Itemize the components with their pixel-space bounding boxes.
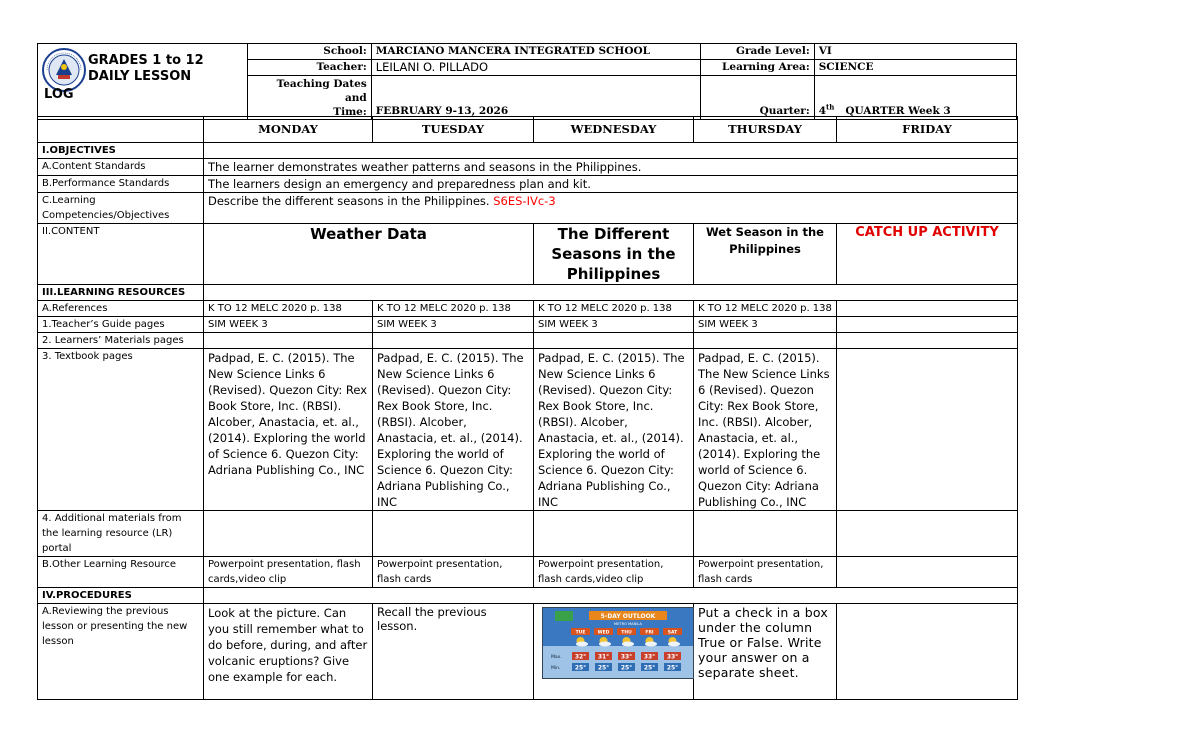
cloud-icon <box>599 642 611 647</box>
area-value: SCIENCE <box>814 60 1016 76</box>
resources-label: III.LEARNING RESOURCES <box>38 285 204 301</box>
references-thu: K TO 12 MELC 2020 p. 138 <box>694 301 837 317</box>
content-label: II.CONTENT <box>38 224 204 285</box>
min-temp: 25° <box>666 664 679 672</box>
additional-label: 4. Additional materials from the learning resource (LR) portal <box>38 511 204 557</box>
quarter-number: 4 <box>818 105 827 117</box>
competencies-label <box>38 193 204 224</box>
procedures-label: IV.PROCEDURES <box>38 588 204 604</box>
max-temp: 31° <box>597 653 610 661</box>
resources-empty <box>204 285 1018 301</box>
max-temp: 33° <box>620 653 633 661</box>
quarter-label: Quarter: <box>701 76 814 120</box>
additional-tue <box>373 511 534 557</box>
grade-value: VI <box>814 44 1016 60</box>
day-friday: FRIDAY <box>837 117 1018 143</box>
outlook-title: 5-DAY OUTLOOK <box>600 613 656 620</box>
school-label: School: <box>248 44 371 60</box>
other-label: B.Other Learning Resource <box>38 557 204 588</box>
max-temp: 33° <box>666 653 679 661</box>
objectives-label: I.OBJECTIVES <box>38 143 204 159</box>
review-fri <box>837 604 1018 700</box>
performance-label: B.Performance Standards <box>38 176 204 193</box>
quarter-value <box>814 76 1016 120</box>
teacher-value: LEILANI O. PILLADO <box>371 60 701 76</box>
day-wednesday: WEDNESDAY <box>534 117 694 143</box>
day-thursday: THURSDAY <box>694 117 837 143</box>
school-value: MARCIANO MANCERA INTEGRATED SCHOOL <box>371 44 701 60</box>
min-temp: 25° <box>597 664 610 672</box>
outlook-day-label: FRI <box>645 630 654 636</box>
other-thu: Powerpoint presentation, flash cards <box>694 557 837 588</box>
references-label: A.References <box>38 301 204 317</box>
lm-mon <box>204 333 373 349</box>
tg-tue: SIM WEEK 3 <box>373 317 534 333</box>
teacher-label: Teacher: <box>248 60 371 76</box>
review-tue: Recall the previous lesson. <box>373 604 534 700</box>
lesson-log-table <box>37 116 1018 700</box>
max-label: Max. <box>551 655 562 660</box>
cloud-icon <box>645 642 657 647</box>
content-standards-value: The learner demonstrates weather patterns and seasons in the Philippines. <box>204 159 1018 176</box>
references-mon: K TO 12 MELC 2020 p. 138 <box>204 301 373 317</box>
outlook-day-label: THU <box>621 630 632 636</box>
day-tuesday: TUESDAY <box>373 117 534 143</box>
pagasa-logo-mark <box>555 611 573 621</box>
dates-label <box>248 76 371 120</box>
content-fri: CATCH UP ACTIVITY <box>837 224 1018 285</box>
performance-value: The learners design an emergency and preparedness plan and kit. <box>204 176 1018 193</box>
review-thu: Put a check in a box under the column True or False. Write your answer on a separate sheet. <box>694 604 837 700</box>
procedures-empty <box>204 588 1018 604</box>
lm-label: 2. Learners’ Materials pages <box>38 333 204 349</box>
additional-thu <box>694 511 837 557</box>
textbook-mon: Padpad, E. C. (2015). The New Science Links 6 (Revised). Quezon City: Rex Book Store, Inc. (RBSI). Alcober, Anastacia, et. al., (2014). Exploring the world of Science 6. Quezon City: Adriana Publishing Co., INC <box>204 349 373 511</box>
additional-wed <box>534 511 694 557</box>
dll-title-line3: LOG <box>44 87 74 102</box>
references-fri <box>837 301 1018 317</box>
tg-mon: SIM WEEK 3 <box>204 317 373 333</box>
content-standards-label: A.Content Standards <box>38 159 204 176</box>
dll-title <box>88 53 204 85</box>
lm-fri <box>837 333 1018 349</box>
min-temp: 25° <box>574 664 587 672</box>
dates-label-line2: Time: <box>333 106 367 118</box>
competencies-label-line1: C.Learning <box>42 195 96 206</box>
dates-label-line1: Teaching Dates and <box>276 78 367 104</box>
lm-tue <box>373 333 534 349</box>
lm-wed <box>534 333 694 349</box>
textbook-tue: Padpad, E. C. (2015). The New Science Links 6 (Revised). Quezon City: Rex Book Store, Inc. (RBSI). Alcober, Anastacia, et. al., (2014). Exploring the world of Science 6. Quezon City: Adriana Publishing Co., INC <box>373 349 534 511</box>
max-temp: 32° <box>574 653 587 661</box>
other-mon: Powerpoint presentation, flash cards,video clip <box>204 557 373 588</box>
competencies-label-line2: Competencies/Objectives <box>42 210 170 221</box>
other-tue: Powerpoint presentation, flash cards <box>373 557 534 588</box>
additional-mon <box>204 511 373 557</box>
references-wed: K TO 12 MELC 2020 p. 138 <box>534 301 694 317</box>
objectives-empty <box>204 143 1018 159</box>
logo-cell <box>38 44 248 120</box>
textbook-fri <box>837 349 1018 511</box>
min-temp: 25° <box>620 664 633 672</box>
textbook-label: 3. Textbook pages <box>38 349 204 511</box>
area-label: Learning Area: <box>701 60 814 76</box>
header-table <box>37 43 1017 120</box>
review-wed <box>534 604 694 700</box>
cloud-icon <box>576 642 588 647</box>
min-temp: 25° <box>643 664 656 672</box>
outlook-subtitle: METRO MANILA <box>614 622 642 626</box>
quarter-text: QUARTER Week 3 <box>845 105 951 117</box>
dll-title-line2: DAILY LESSON <box>88 69 192 84</box>
competencies-text: Describe the different seasons in the Philippines. <box>208 194 490 208</box>
content-mon-tue: Weather Data <box>204 224 534 285</box>
max-temp: 33° <box>643 653 656 661</box>
min-label: Min. <box>551 666 561 671</box>
content-wed: The Different Seasons in the Philippines <box>534 224 694 285</box>
lm-thu <box>694 333 837 349</box>
corner-cell <box>38 117 204 143</box>
additional-fri <box>837 511 1018 557</box>
weather-outlook-image <box>542 607 694 679</box>
other-fri <box>837 557 1018 588</box>
review-label: A.Reviewing the previous lesson or presenting the new lesson <box>38 604 204 700</box>
outlook-day-label: TUE <box>575 630 586 636</box>
quarter-suffix: th <box>826 102 835 112</box>
day-monday: MONDAY <box>204 117 373 143</box>
cloud-icon <box>622 642 634 647</box>
references-tue: K TO 12 MELC 2020 p. 138 <box>373 301 534 317</box>
outlook-day-label: WED <box>597 630 610 636</box>
content-thu: Wet Season in the Philippines <box>694 224 837 285</box>
weather-outlook-graphic <box>543 608 693 678</box>
tg-label: 1.Teacher’s Guide pages <box>38 317 204 333</box>
tg-fri <box>837 317 1018 333</box>
outlook-day-label: SAT <box>667 630 678 636</box>
dll-title-line1: GRADES 1 to 12 <box>88 53 204 68</box>
textbook-wed: Padpad, E. C. (2015). The New Science Links 6 (Revised). Quezon City: Rex Book Store, Inc. (RBSI). Alcober, Anastacia, et. al., (2014). Exploring the world of Science 6. Quezon City: Adriana Publishing Co., INC <box>534 349 694 511</box>
review-mon: Look at the picture. Can you still remember what to do before, during, and after volcanic eruptions? Give one example for each. <box>204 604 373 700</box>
textbook-thu: Padpad, E. C. (2015). The New Science Links 6 (Revised). Quezon City: Rex Book Store, Inc. (RBSI). Alcober, Anastacia, et. al., (2014). Exploring the world of Science 6. Quezon City: Adriana Publishing Co., INC <box>694 349 837 511</box>
dates-value: FEBRUARY 9-13, 2026 <box>371 76 701 120</box>
competency-code: S6ES-IVc-3 <box>493 194 556 208</box>
other-wed: Powerpoint presentation, flash cards,video clip <box>534 557 694 588</box>
cloud-icon <box>668 642 680 647</box>
competencies-value <box>204 193 1018 224</box>
tg-thu: SIM WEEK 3 <box>694 317 837 333</box>
grade-label: Grade Level: <box>701 44 814 60</box>
tg-wed: SIM WEEK 3 <box>534 317 694 333</box>
